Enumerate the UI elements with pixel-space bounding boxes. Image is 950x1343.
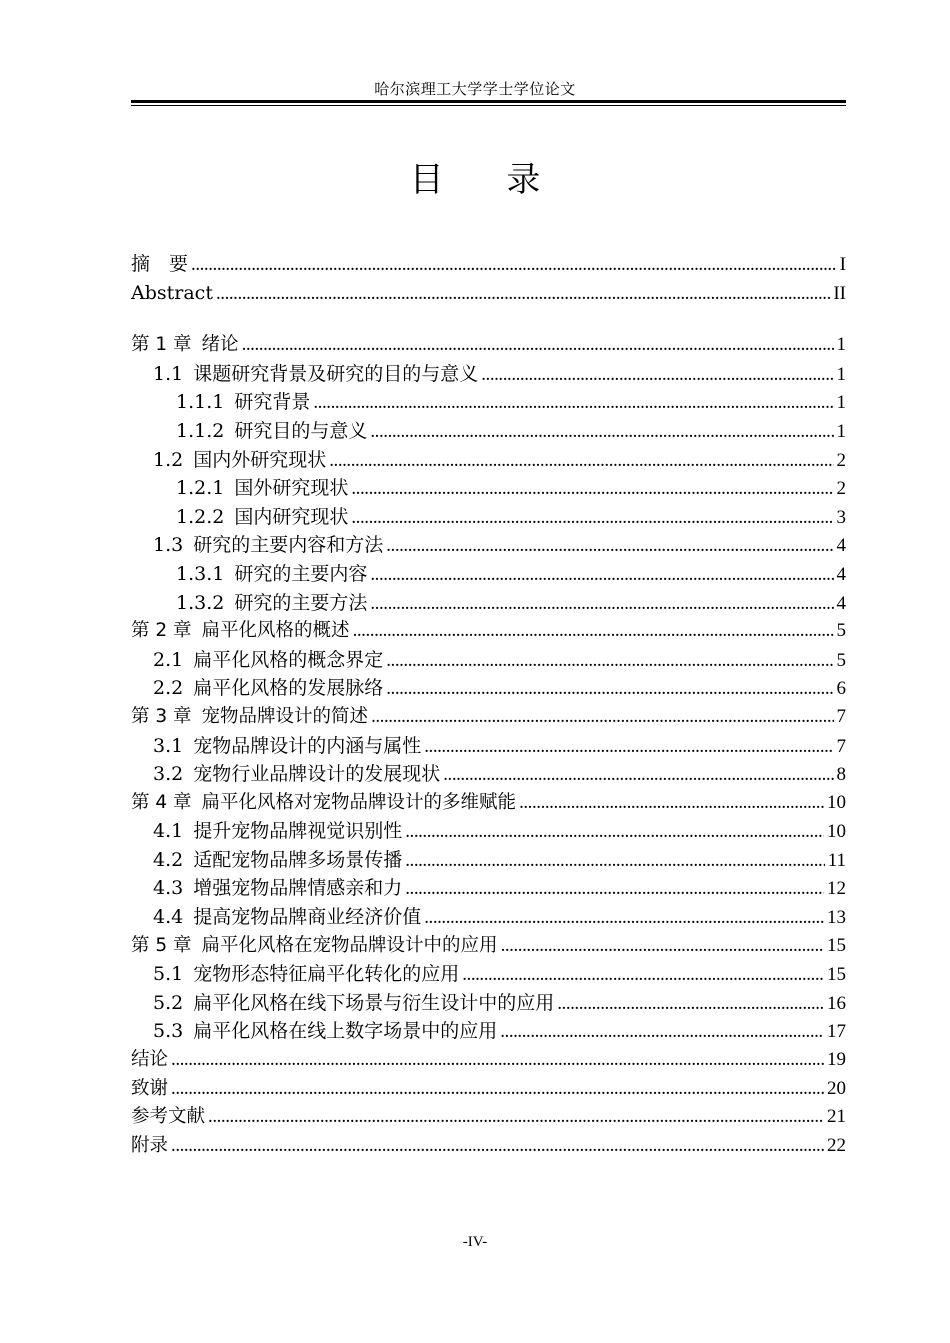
toc-entry-title: 摘 要 — [131, 253, 189, 275]
toc-leader-dots — [519, 789, 824, 818]
toc-entry-number: 3.2 — [153, 763, 184, 786]
toc-leader-dots — [557, 990, 824, 1018]
toc-entry-title: 研究的主要内容 — [234, 562, 368, 585]
toc-entry-page: 3 — [836, 506, 846, 528]
toc-entry-page: 4 — [836, 592, 846, 614]
toc-leader-dots — [208, 1103, 824, 1132]
toc-entry-number: 第 5 章 — [131, 934, 192, 956]
toc-entry-title: 研究目的与意义 — [234, 419, 368, 442]
toc-entry-title: 研究的主要内容和方法 — [193, 534, 384, 557]
toc-entry[interactable] — [131, 760, 846, 789]
toc-entry[interactable] — [131, 417, 846, 446]
toc-entry-page: II — [833, 282, 846, 304]
toc-leader-dots — [405, 818, 824, 846]
toc-entry-number: 4.2 — [153, 848, 184, 871]
toc-entry-page: 1 — [836, 363, 846, 385]
toc-entry[interactable] — [131, 789, 846, 818]
toc-leader-dots — [501, 932, 824, 961]
toc-entry-number: 第 1 章 — [131, 334, 192, 356]
toc-leader-dots — [171, 1075, 824, 1104]
toc-entry-page: 2 — [836, 449, 846, 471]
toc-entry-page: 7 — [836, 735, 846, 757]
toc-leader-dots — [405, 847, 824, 875]
toc-entry-page: 11 — [827, 849, 846, 871]
toc-entry-title: 研究背景 — [234, 391, 311, 414]
toc-entry-page: 4 — [836, 563, 846, 585]
toc-entry[interactable] — [131, 932, 846, 961]
toc-leader-dots — [351, 475, 833, 503]
toc-entry-page: 2 — [836, 478, 846, 500]
toc-entry-title: 宠物行业品牌设计的发展现状 — [193, 763, 441, 786]
toc-entry-title: 扁平化风格在宠物品牌设计中的应用 — [201, 934, 498, 956]
toc-entry-number: 2.1 — [153, 648, 184, 671]
toc-entry[interactable] — [131, 960, 846, 989]
toc-entry-number: 1.3.1 — [176, 562, 225, 585]
toc-entry-number: 4.3 — [153, 877, 184, 900]
toc-entry[interactable] — [131, 989, 846, 1018]
toc-entry-page: 7 — [836, 705, 846, 727]
toc-entry-number: 5.1 — [153, 963, 184, 986]
toc-entry-title: 致谢 — [131, 1077, 169, 1099]
toc-entry-title: 提高宠物品牌商业经济价值 — [193, 906, 422, 929]
toc-entry-number: 4.1 — [153, 820, 184, 843]
toc-entry[interactable] — [131, 474, 846, 503]
toc-entry-number: 5.3 — [153, 1020, 184, 1043]
toc-entry-number: 1.1 — [153, 362, 184, 385]
toc-entry-number: 第 2 章 — [131, 620, 192, 642]
header-rule-thick — [131, 100, 846, 103]
toc-leader-dots — [191, 251, 837, 279]
toc-entry-page: 4 — [836, 535, 846, 557]
toc-entry-title: 扁平化风格对宠物品牌设计的多维赋能 — [201, 791, 517, 813]
toc-entry-title: 宠物品牌设计的内涵与属性 — [193, 734, 422, 757]
toc-entry-number: 1.2.1 — [176, 477, 225, 500]
toc-leader-dots — [353, 617, 834, 646]
toc-entry[interactable] — [131, 560, 846, 589]
toc-leader-dots — [443, 761, 833, 789]
toc-entry[interactable] — [131, 1075, 846, 1104]
toc-entry-page: 22 — [827, 1134, 846, 1156]
toc-entry-title: 宠物形态特征扁平化转化的应用 — [193, 963, 460, 986]
toc-entry-page: 6 — [836, 678, 846, 700]
toc-entry-number: 4.4 — [153, 906, 184, 929]
toc-entry-title: 增强宠物品牌情感亲和力 — [193, 877, 403, 900]
toc-entry[interactable] — [131, 503, 846, 532]
toc-entry-number: 第 3 章 — [131, 705, 192, 727]
toc-leader-dots — [370, 590, 833, 618]
toc-entry-page: 17 — [827, 1021, 846, 1043]
toc-entry-number: 1.1.2 — [176, 419, 225, 442]
toc-entry-number: 1.3.2 — [176, 591, 225, 614]
toc-leader-dots — [216, 280, 830, 308]
toc-leader-dots — [386, 532, 833, 560]
toc-leader-dots — [351, 504, 833, 532]
toc-entry-number: 1.2 — [153, 448, 184, 471]
toc-entry-title: 国内研究现状 — [234, 505, 349, 528]
toc-entry-title: 参考文献 — [131, 1106, 206, 1128]
toc-entry-title: 扁平化风格在线上数字场景中的应用 — [193, 1020, 498, 1043]
toc-leader-dots — [424, 733, 833, 761]
toc-entry[interactable] — [131, 846, 846, 875]
toc-entry-title: 扁平化风格在线下场景与衍生设计中的应用 — [193, 991, 555, 1014]
toc-entry-title: 扁平化风格的概述 — [201, 620, 350, 642]
toc-entry-title: 提升宠物品牌视觉识别性 — [193, 820, 403, 843]
toc-entry[interactable] — [131, 388, 846, 417]
toc-entry-page: 5 — [836, 649, 846, 671]
toc-entry-number: 1.1.1 — [176, 391, 225, 414]
toc-entry[interactable] — [131, 1103, 846, 1132]
toc-entry-title: 研究的主要方法 — [234, 591, 368, 614]
toc-entry[interactable] — [131, 279, 846, 308]
toc-entry-title: 课题研究背景及研究的目的与意义 — [193, 362, 479, 385]
toc-leader-dots — [242, 331, 834, 360]
toc-leader-dots — [481, 361, 833, 389]
toc-entry[interactable] — [131, 903, 846, 932]
toc-entry-page: 16 — [827, 992, 846, 1014]
toc-entry-title: 扁平化风格的发展脉络 — [193, 677, 384, 700]
toc-entry[interactable] — [131, 1046, 846, 1075]
table-of-contents — [131, 250, 846, 1160]
toc-leader-dots — [171, 1132, 824, 1161]
toc-entry[interactable] — [131, 646, 846, 675]
toc-entry-title: 宠物品牌设计的简述 — [201, 705, 369, 727]
toc-leader-dots — [370, 418, 833, 446]
toc-entry[interactable] — [131, 589, 846, 618]
page-number: -IV- — [462, 1234, 488, 1250]
toc-entry[interactable] — [131, 617, 846, 646]
toc-entry-page: 12 — [827, 878, 846, 900]
toc-entry-page: 19 — [827, 1049, 846, 1071]
toc-entry-page: 13 — [827, 907, 846, 929]
toc-leader-dots — [371, 703, 833, 732]
toc-entry-page: 10 — [827, 821, 846, 843]
toc-entry-page: I — [839, 254, 846, 275]
toc-entry-number: 5.2 — [153, 991, 184, 1014]
toc-entry-page: 1 — [836, 420, 846, 442]
toc-entry-title: 绪论 — [201, 334, 239, 356]
toc-entry-number: 2.2 — [153, 677, 184, 700]
toc-entry-number: 第 4 章 — [131, 791, 192, 813]
toc-entry-page: 20 — [827, 1077, 846, 1099]
toc-entry-title: 结论 — [131, 1049, 169, 1071]
toc-entry-title: Abstract — [131, 281, 213, 304]
toc-entry[interactable] — [131, 360, 846, 389]
toc-entry[interactable] — [131, 674, 846, 703]
toc-entry-page: 1 — [836, 334, 846, 356]
toc-entry-title: 国内外研究现状 — [193, 448, 327, 471]
toc-entry[interactable] — [131, 1132, 846, 1161]
toc-entry[interactable] — [131, 817, 846, 846]
toc-entry-title: 扁平化风格的概念界定 — [193, 648, 384, 671]
toc-leader-dots — [370, 561, 833, 589]
toc-entry-page: 1 — [836, 392, 846, 414]
toc-entry-title: 适配宠物品牌多场景传播 — [193, 848, 403, 871]
toc-leader-dots — [313, 389, 833, 417]
toc-entry[interactable] — [131, 703, 846, 732]
toc-leader-dots — [405, 875, 824, 903]
toc-leader-dots — [424, 904, 824, 932]
toc-entry-page: 10 — [827, 791, 846, 813]
toc-entry[interactable] — [131, 331, 846, 360]
toc-entry-page: 8 — [836, 764, 846, 786]
toc-entry-title: 国外研究现状 — [234, 477, 349, 500]
toc-entry-number: 3.1 — [153, 734, 184, 757]
toc-entry[interactable] — [131, 250, 846, 279]
header-rule-thin — [131, 105, 846, 106]
toc-leader-dots — [386, 675, 833, 703]
toc-entry-page: 21 — [827, 1106, 846, 1128]
toc-entry[interactable] — [131, 1017, 846, 1046]
running-header: 哈尔滨理工大学学士学位论文 — [374, 80, 576, 98]
toc-entry-page: 5 — [836, 620, 846, 642]
toc-entry-number: 1.3 — [153, 534, 184, 557]
toc-entry[interactable] — [131, 732, 846, 761]
toc-entry[interactable] — [131, 874, 846, 903]
toc-entry[interactable] — [131, 446, 846, 475]
toc-entry-number: 1.2.2 — [176, 505, 225, 528]
toc-entry-page: 15 — [827, 934, 846, 956]
toc-entry[interactable] — [131, 531, 846, 560]
toc-leader-dots — [462, 961, 824, 989]
toc-leader-dots — [500, 1018, 824, 1046]
toc-leader-dots — [329, 447, 833, 475]
page-title: 目 录 — [409, 160, 567, 200]
toc-leader-dots — [386, 647, 833, 675]
toc-entry-page: 15 — [827, 964, 846, 986]
toc-entry-title: 附录 — [131, 1134, 169, 1156]
toc-leader-dots — [171, 1046, 824, 1075]
